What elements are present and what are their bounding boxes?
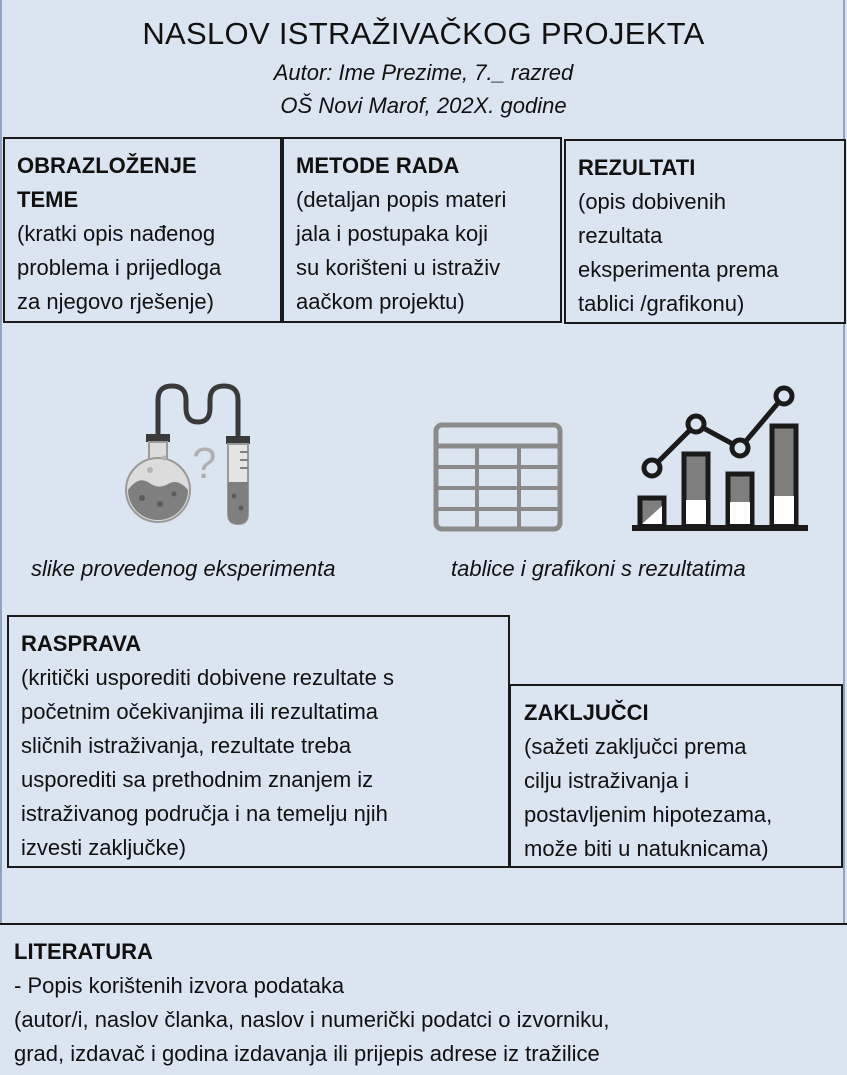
section-zakljucci [509,684,843,868]
section-text: (kritički usporediti dobivene rezultate s početnim očekivanjima ili rezultatima sličnih istraživanja, rezultate treba usporediti sa prethodnim znanjem iz istraživanog područja i na temelju njih izvesti zaključke) [21,665,394,860]
caption-experiment: slike provedenog eksperimenta [31,556,336,581]
section-heading: OBRAZLOŽENJE TEME [17,153,197,212]
section-text: (detaljan popis materi jala i postupaka koji su korišteni u istraživ aačkom projektu) [296,187,507,314]
section-rasprava [7,615,510,868]
section-heading: LITERATURA [14,939,153,964]
lab-flask-test-tube-icon [120,378,280,528]
section-rezultati [564,139,846,324]
svg-text:?: ? [192,439,217,488]
section-text: (kratki opis nađenog problema i prijedloga za njegovo rješenje) [17,221,222,314]
section-heading: ZAKLJUČCI [524,700,649,725]
section-heading: REZULTATI [578,155,696,180]
school-line: OŠ Novi Marof, 202X. godine [280,93,567,118]
section-metode [282,137,562,323]
caption-charts: tablice i grafikoni s rezultatima [451,556,746,581]
section-heading: RASPRAVA [21,631,142,656]
page-title: NASLOV ISTRAŽIVAČKOG PROJEKTA [142,16,705,51]
author-line: Autor: Ime Prezime, 7._ razred [273,60,574,85]
section-heading: METODE RADA [296,153,460,178]
section-text: (sažeti zaključci prema cilju istraživanja i postavljenim hipotezama, može biti u natuknicama) [524,734,773,861]
table-grid-icon [433,422,563,532]
section-literatura [0,923,847,1075]
section-text: - Popis korištenih izvora podataka (autor/i, naslov članka, naslov i numerički podatci o izvorniku, grad, izdavač i godina izdavanja ili prijepis adrese iz tražilice [14,973,610,1066]
section-text: (opis dobivenih rezultata eksperimenta prema tablici /grafikonu) [578,189,779,316]
section-obrazlozenje [3,137,282,323]
bar-line-chart-icon [630,382,810,534]
